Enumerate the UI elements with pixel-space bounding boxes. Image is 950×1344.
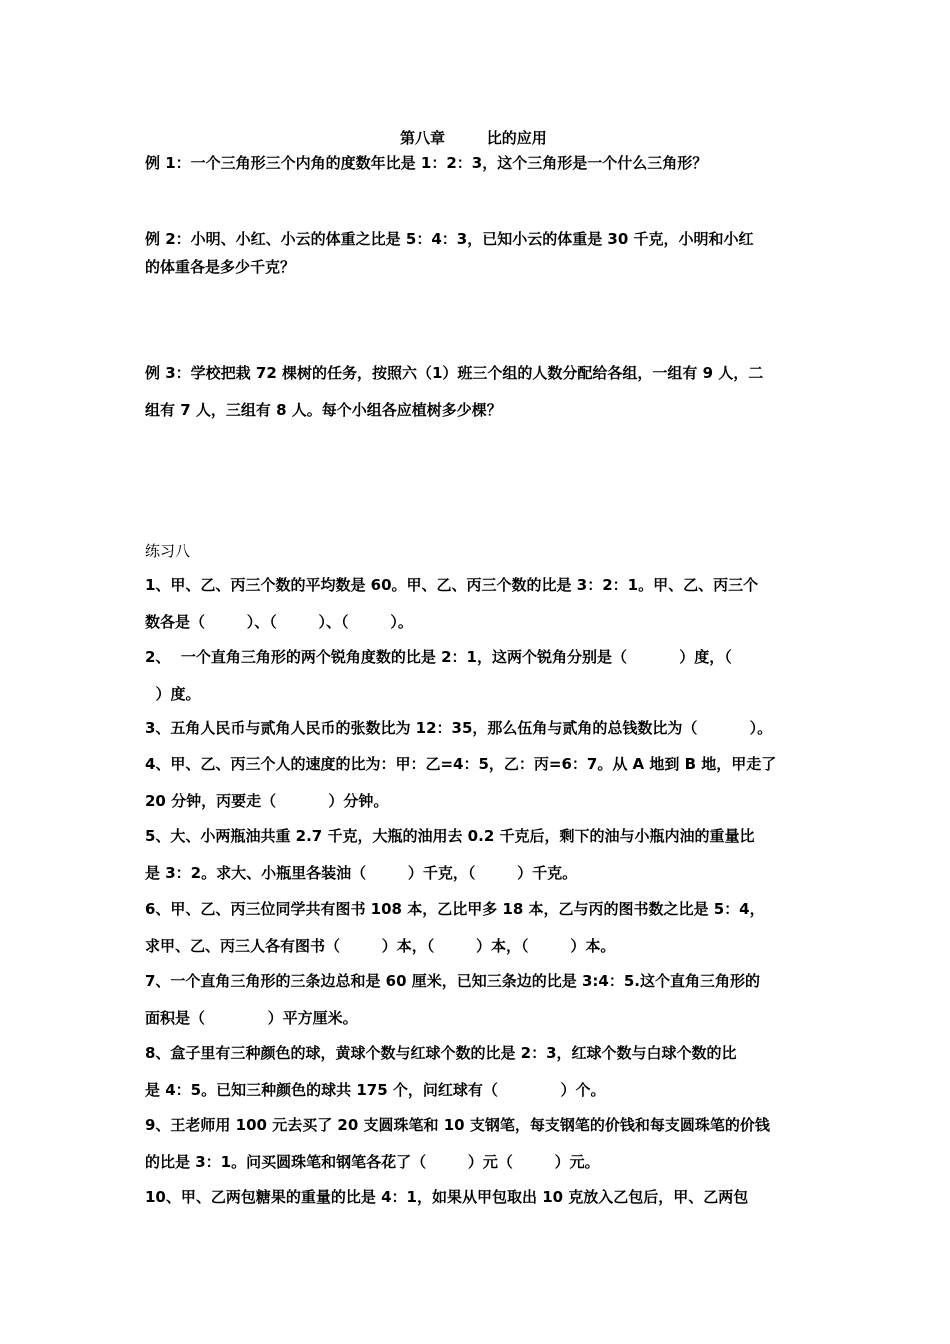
exercise-line: 1、甲、乙、丙三个数的平均数是 60。甲、乙、丙三个数的比是 3：2：1。甲、乙、丙三个 <box>145 576 759 594</box>
example-2-line-1: 例 2：小明、小红、小云的体重之比是 5：4：3，已知小云的体重是 30 千克，小明和小红 <box>145 230 754 248</box>
example-2-line-2: 的体重各是多少千克？ <box>145 258 296 276</box>
exercise-line: 求甲、乙、丙三人各有图书（ ）本，（ ）本，（ ）本。 <box>145 937 616 955</box>
exercise-line: 是 4：5。已知三种颜色的球共 175 个，问红球有（ ）个。 <box>145 1081 606 1099</box>
page-title: 第八章 比的应用 <box>400 129 547 147</box>
exercise-line: 的比是 3：1。问买圆珠笔和钢笔各花了（ ）元（ ）元。 <box>145 1153 600 1171</box>
exercise-line: ）度。 <box>145 685 201 703</box>
exercise-line: 2、 一个直角三角形的两个锐角度数的比是 2：1，这两个锐角分别是（ ）度，（ <box>145 648 732 666</box>
exercise-line: 10、甲、乙两包糖果的重量的比是 4：1，如果从甲包取出 10 克放入乙包后，甲、乙两包 <box>145 1188 749 1206</box>
exercise-heading: 练习八 <box>145 542 191 560</box>
exercise-line: 是 3：2。求大、小瓶里各装油（ ）千克，（ ）千克。 <box>145 864 578 882</box>
exercise-line: 8、盒子里有三种颜色的球，黄球个数与红球个数的比是 2：3，红球个数与白球个数的比 <box>145 1044 737 1062</box>
exercise-line: 5、大、小两瓶油共重 2.7 千克，大瓶的油用去 0.2 千克后，剩下的油与小瓶内油的重量比 <box>145 827 755 845</box>
example-1: 例 1：一个三角形三个内角的度数年比是 1：2：3，这个三角形是一个什么三角形？ <box>145 154 708 172</box>
exercise-line: 数各是（ ）、（ ）、（ ）。 <box>145 613 413 631</box>
example-3-line-2: 组有 7 人，三组有 8 人。每个小组各应植树多少棵？ <box>145 401 502 419</box>
exercise-line: 面积是（ ）平方厘米。 <box>145 1009 358 1027</box>
example-3-line-1: 例 3：学校把栽 72 棵树的任务，按照六（1）班三个组的人数分配给各组，一组有 9 人，二 <box>145 364 764 382</box>
exercise-line: 6、甲、乙、丙三位同学共有图书 108 本，乙比甲多 18 本，乙与丙的图书数之比是 5：4， <box>145 900 765 918</box>
exercise-line: 9、王老师用 100 元去买了 20 支圆珠笔和 10 支钢笔，每支钢笔的价钱和每支圆珠笔的价钱 <box>145 1116 770 1134</box>
exercise-line: 20 分钟，丙要走（ ）分钟。 <box>145 792 389 810</box>
exercise-line: 4、甲、乙、丙三个人的速度的比为：甲：乙=4：5，乙：丙=6：7。从 A 地到 B 地，甲走了 <box>145 755 777 773</box>
exercise-line: 3、五角人民币与贰角人民币的张数比为 12：35，那么伍角与贰角的总钱数比为（ ）。 <box>145 719 773 737</box>
exercise-line: 7、一个直角三角形的三条边总和是 60 厘米，已知三条边的比是 3:4：5.这个直角三角形的 <box>145 972 760 990</box>
